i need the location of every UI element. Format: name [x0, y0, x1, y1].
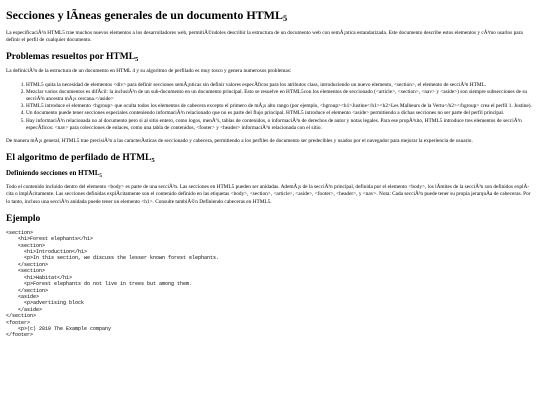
- heading-defining-sections-text: Definiendo secciones en HTML: [6, 169, 100, 178]
- problems-list: [6, 82, 534, 132]
- list-item: 5. Hay informaciÃ³n relacionada no al documento pero si al sitio entero, como logos, menÃºs, tablas de contenidos, o informaciÃ³n de derechos de autor y notas legales. Para ese propÃ³sito, HTML5 introduce tres elementos de secciÃ³n especÃficos: <nav> para colecciones de enlaces, como una tabla de contenidos, <footer> y <header> informaciÃ³n relacionada con el sitio.: [26, 118, 534, 132]
- heading-algorithm: [6, 152, 534, 164]
- code-example: <section> <h1>Forest elephants</h1> <section> <h1>Introduction</h1> <p>In this section, we discuss the lesser known forest elephants. </section> <section> <h1>Habitat</h1> <p>Forest elephants do not live in trees but among them. </section> <aside> <p>advertising block </aside> </section> <footer> <p>(c) 2010 The Example company </footer>: [6, 229, 220, 339]
- heading-problems: [6, 51, 534, 63]
- heading-algorithm-subscript: 5: [151, 157, 155, 165]
- list-item: 4. Un documento puede tener secciones especiales conteniendo informaciÃ³n relacionado que no es parte del flujo principal. HTML5 introduce el elemento <aside> permitiendo a dichas secciones no ser parte del perfil principal.: [26, 110, 534, 117]
- list-item: 2. Mezclar varios documentos es difÃcil: la inclusiÃ³n de un sub-documento en un documento principal. Esto se resuelve en HTML5con los elementos de seccionado (<article>, <section>, <nav> y <aside>) son siempre subsecciones de su secciÃ³n ancestra mÃ¡s cercana.</aside>: [26, 89, 534, 103]
- heading-problems-text: Problemas resueltos por HTML: [6, 52, 136, 63]
- heading-example: Ejemplo: [6, 213, 41, 224]
- heading-problems-subscript: 5: [135, 56, 139, 64]
- intro-paragraph: La especificaciÃ³n HTML5 trae muchos nuevos elementos a los desarrolladores web, permitiÃ©ndoles describir la estructura de un documento web con semÃ¡ntica estandarizada. Este documento describe estos elementos y cÃ³mo usarlos para definir el perfil de cualquier documento.: [6, 30, 523, 44]
- heading-defining-sections-subscript: 5: [99, 174, 102, 180]
- list-item: 1. HTML5 quita la necesidad de elementos <div> para definir secciones semÃ¡nticas sin definir valores especÃficos para los atributos class, introduciendo un nuevo elemento, <section>, el elemento de secciÃ³n HTML.: [26, 82, 534, 89]
- problems-outro-paragraph: De manera mÃ¡s general, HTML5 trae precisiÃ³n a las caracterÃsticas de seccionado y cabecera, permitiendo a los perfiles de documento ser predecibles y usados por el navegador para mejorar la experiencia de usuario.: [6, 138, 473, 145]
- heading-algorithm-text: El algoritmo de perfilado de HTML: [6, 153, 152, 164]
- page-title-subscript: 5: [283, 14, 288, 23]
- heading-defining-sections: [6, 169, 534, 178]
- sections-paragraph: Todo el contenido incluido dentro del elemento <body> es parte de una secciÃ³n. Las secciones en HTML5 pueden ser anidadas. AdemÃ¡s de la secciÃ³n principal, definida por el elemento <body>, los lÃmites de la secciÃ³n son definidos explÃcita o implÃcitamente. Las secciones definidas explÃcitamente son el contenido definido en las etiquetas <body>, <section>, <article>, <aside>, <footer>, <header>, y <nav>. Nota: Cada secciÃ³n puede tener su propia jerarquÃa de cabeceras. Por lo tanto, incluso una secciÃ³n anidada puede tener un elemento <h1>. Consulte tambiÃ©n Definiendo cabeceras en HTML5.: [6, 184, 531, 205]
- problems-intro-paragraph: La definiciÃ³n de la estructura de un documento en HTML 4 y su algoritmo de perfilado es muy tosco y genera numerosos problemas:: [6, 68, 292, 75]
- page-title: [6, 8, 534, 22]
- list-item: 3. HTML5 introduce el elemento <hgroup> que oculta todos los elementos de cabecera excepto el primero de mÃ¡s alto rango (por ejemplo, <hgroup><h1>Justine</h1><h2>Les Malheurs de la Vertu</h2></hgroup> crea el perfil 1. Justine).: [26, 103, 534, 110]
- page-title-text: Secciones y lÃneas generales de un documento HTML: [6, 8, 283, 22]
